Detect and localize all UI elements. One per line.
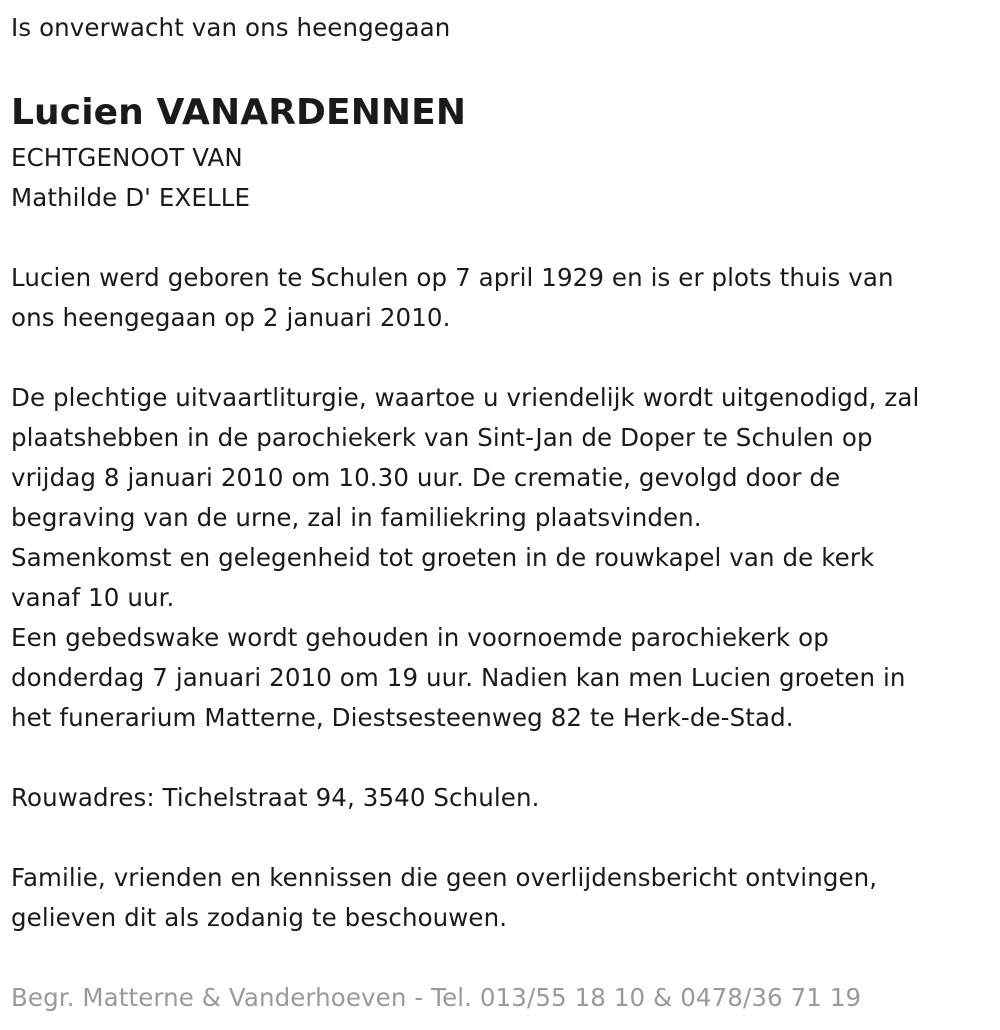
ceremony-line-4: begraving van de urne, zal in familiekring plaatsvinden. [11, 503, 702, 532]
funeral-home-footer: Begr. Matterne & Vanderhoeven - Tel. 013/55 18 10 & 0478/36 71 19 [11, 983, 862, 1012]
ceremony-line-1: De plechtige uitvaartliturgie, waartoe u vriendelijk wordt uitgenodigd, zal [11, 383, 920, 412]
ceremony-line-8: donderdag 7 januari 2010 om 19 uur. Nadien kan men Lucien groeten in [11, 663, 906, 692]
mourning-address: Rouwadres: Tichelstraat 94, 3540 Schulen. [11, 783, 540, 812]
closing-line-1: Familie, vrienden en kennissen die geen overlijdensbericht ontvingen, [11, 863, 878, 892]
ceremony-line-9: het funerarium Matterne, Diestsesteenweg 82 te Herk-de-Stad. [11, 703, 794, 732]
ceremony-line-6: vanaf 10 uur. [11, 583, 175, 612]
closing-line-2: gelieven dit als zodanig te beschouwen. [11, 903, 508, 932]
ceremony-line-7: Een gebedswake wordt gehouden in voornoemde parochiekerk op [11, 623, 829, 652]
intro-text: Is onverwacht van ons heengegaan [11, 13, 451, 42]
spouse-name: Mathilde D' EXELLE [11, 183, 251, 212]
birth-line-2: ons heengegaan op 2 januari 2010. [11, 303, 451, 332]
birth-line-1: Lucien werd geboren te Schulen op 7 april 1929 en is er plots thuis van [11, 263, 894, 292]
relation-label: ECHTGENOOT VAN [11, 143, 243, 172]
ceremony-line-5: Samenkomst en gelegenheid tot groeten in de rouwkapel van de kerk [11, 543, 875, 572]
deceased-name: Lucien VANARDENNEN [11, 92, 467, 133]
ceremony-line-2: plaatshebben in de parochiekerk van Sint-Jan de Doper te Schulen op [11, 423, 873, 452]
ceremony-line-3: vrijdag 8 januari 2010 om 10.30 uur. De crematie, gevolgd door de [11, 463, 841, 492]
